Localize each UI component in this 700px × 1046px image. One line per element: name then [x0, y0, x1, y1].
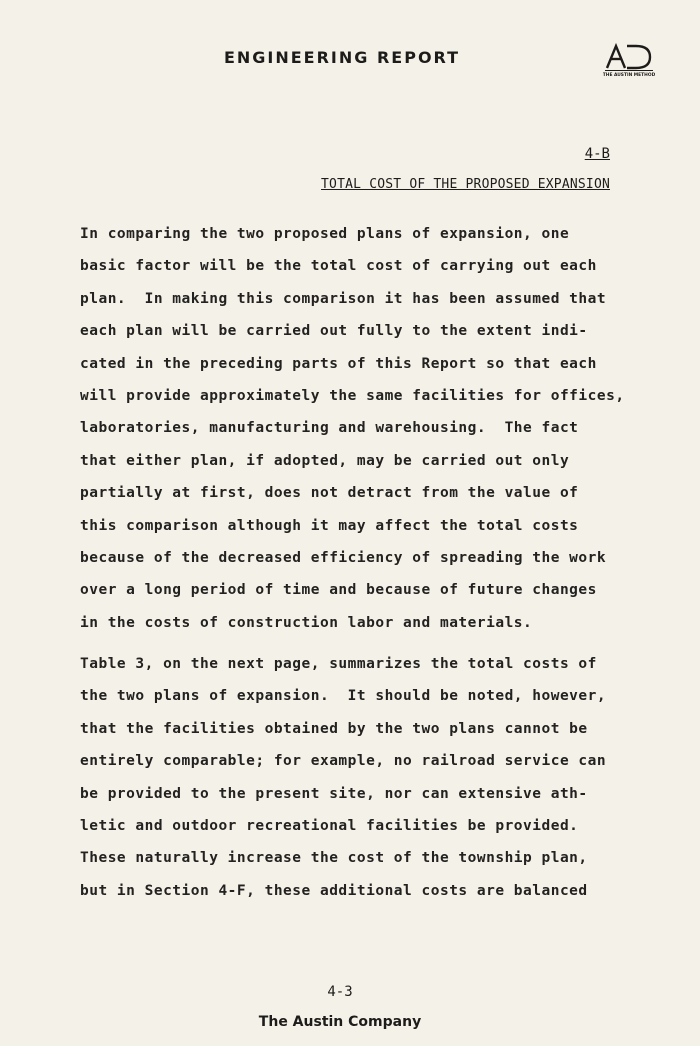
body-paragraph	[80, 226, 640, 647]
text-line: plan. In making this comparison it has been assumed that	[80, 290, 607, 307]
text-line: each plan will be carried out fully to the extent indi-	[80, 323, 588, 340]
text-line: letic and outdoor recreational facilities be provided.	[80, 817, 579, 834]
page-number: 4-3	[327, 984, 353, 1000]
text-line: over a long period of time and because of future changes	[80, 582, 597, 599]
text-line: that the facilities obtained by the two plans cannot be	[80, 720, 588, 737]
text-line: These naturally increase the cost of the township plan,	[80, 850, 588, 867]
company-name: The Austin Company	[258, 1014, 422, 1030]
text-line: In comparing the two proposed plans of expansion, one	[80, 226, 570, 242]
body-paragraph	[80, 656, 640, 915]
austin-method-logo	[603, 42, 655, 78]
text-line: will provide approximately the same facilities for offices,	[80, 387, 625, 404]
text-line: be provided to the present site, nor can extensive ath-	[80, 785, 588, 802]
text-line: partially at first, does not detract from the value of	[80, 485, 579, 502]
text-line: basic factor will be the total cost of carrying out each	[80, 258, 597, 275]
text-line: because of the decreased efficiency of spreading the work	[80, 549, 607, 566]
text-line: laboratories, manufacturing and warehousing. The fact	[80, 420, 579, 437]
text-line: this comparison although it may affect the total costs	[80, 517, 579, 534]
text-line: but in Section 4-F, these additional costs are balanced	[80, 882, 588, 899]
report-header-title: ENGINEERING REPORT	[223, 48, 461, 67]
text-line: in the costs of construction labor and materials.	[80, 614, 533, 631]
text-line: that either plan, if adopted, may be carried out only	[80, 452, 570, 469]
text-line: the two plans of expansion. It should be noted, however,	[80, 688, 607, 705]
section-number: 4-B	[584, 146, 610, 162]
text-line: Table 3, on the next page, summarizes the total costs of	[80, 656, 597, 672]
section-heading: TOTAL COST OF THE PROPOSED EXPANSION	[321, 177, 610, 192]
text-line: entirely comparable; for example, no railroad service can	[80, 753, 607, 770]
text-line: cated in the preceding parts of this Report so that each	[80, 355, 597, 372]
logo-text: THE AUSTIN METHOD	[603, 73, 655, 78]
